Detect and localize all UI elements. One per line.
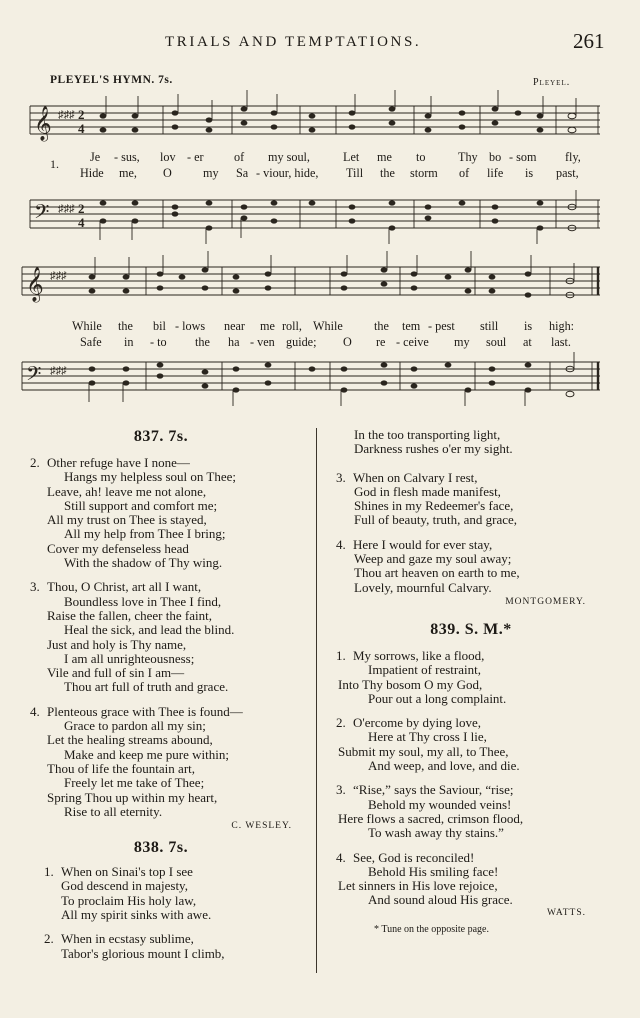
verse-line: Here flows a sacred, crimson flood, [338, 810, 524, 826]
stanza-number: 2. [336, 715, 346, 731]
verse-line: Freely let me take of Thee; [64, 775, 205, 791]
hymn-837-author: C. WESLEY. [231, 821, 292, 832]
syllable: Je [90, 150, 101, 164]
verse-line: With the shadow of Thy wing. [64, 555, 223, 571]
svg-text:4: 4 [78, 215, 85, 230]
syllable: - er [187, 150, 204, 164]
footnote: * Tune on the opposite page. [374, 923, 489, 935]
svg-text:♯♯♯: ♯♯♯ [50, 365, 67, 377]
hymn-838-stanza-3 [336, 471, 606, 528]
verse-line: God descend in majesty, [61, 878, 188, 894]
verse-line: Here I would for ever stay, [353, 536, 493, 552]
notes-system-1-bass [100, 200, 544, 230]
hymn-838-stanza-4 [336, 538, 606, 595]
verse-line: O'ercome by dying love, [353, 715, 481, 731]
stanza-number: 2. [30, 455, 40, 470]
verse-line: Raise the fallen, cheer the faint, [47, 607, 212, 623]
syllable: - viour, hide, [256, 166, 319, 180]
hymn-838-heading: 838. 7s. [133, 839, 189, 857]
syllable: - to [150, 335, 167, 349]
stanza-number: 3. [336, 782, 346, 798]
verse-line: Behold my wounded veins! [368, 796, 512, 812]
syllable: my [203, 166, 219, 180]
syllable: O [343, 335, 352, 349]
notes-system-1-treble [100, 106, 544, 132]
verse-line: Heal the sick, and lead the blind. [64, 622, 235, 638]
left-column [30, 428, 292, 971]
syllable: of [234, 150, 245, 164]
stanza-number: 3. [30, 579, 40, 595]
svg-text:𝄞: 𝄞 [26, 268, 44, 301]
syllable: the [374, 319, 389, 333]
hymn-838-stanza-2-continued [336, 428, 606, 457]
hymn-839-stanza-4 [336, 851, 606, 908]
syllable: - som [509, 150, 537, 164]
verse-line: When on Sinai's top I see [61, 864, 193, 880]
hymn-839-stanza-3 [336, 783, 606, 840]
syllable: still [480, 319, 499, 333]
hymn-837-stanza-4 [30, 705, 292, 819]
hymn-838-stanza-2 [30, 932, 292, 961]
verse-line: Thou of life the fountain art, [47, 760, 196, 776]
syllable: tem [402, 319, 421, 333]
verse-line: And weep, and love, and die. [368, 758, 520, 774]
verse-line: Plenteous grace with Thee is found— [47, 703, 243, 719]
verse-line: Still support and comfort me; [64, 497, 218, 513]
syllable: Hide [80, 166, 104, 180]
verse-line: Pour out a long complaint. [368, 690, 507, 706]
verse-line: Into Thy bosom O my God, [338, 676, 483, 692]
hymn-837-stanza-2 [30, 456, 292, 570]
syllable: life [487, 166, 504, 180]
verse-line: Thou, O Christ, art all I want, [47, 579, 202, 595]
verse-line: Darkness rushes o'er my sight. [354, 441, 513, 457]
syllable: to [416, 150, 426, 164]
syllable: re [376, 335, 386, 349]
stanza-number: 2. [44, 931, 54, 947]
hymn-839-stanza-2 [336, 716, 606, 773]
hymn-839-stanza-1 [336, 649, 606, 706]
verse-line: Boundless love in Thee I find, [64, 593, 222, 609]
syllable: - ceive [396, 335, 429, 349]
syllable: - lows [175, 319, 206, 333]
running-head [0, 29, 640, 56]
hymn-837-heading: 837. 7s. [133, 428, 189, 445]
syllable: bil [153, 319, 166, 333]
verse-number: 1. [50, 157, 59, 171]
syllable: is [525, 166, 534, 180]
verse-line: Full of beauty, truth, and grace, [354, 512, 518, 528]
verse-line: Thou art full of truth and grace. [64, 679, 229, 695]
syllable: my soul, [268, 150, 310, 164]
verse-line: All my trust on Thee is stayed, [47, 512, 207, 528]
verse-line: Leave, ah! leave me not alone, [47, 483, 207, 499]
svg-text:4: 4 [78, 121, 85, 136]
verse-line: Hangs my helpless soul on Thee; [64, 469, 236, 485]
svg-text:𝄢: 𝄢 [26, 364, 42, 390]
tune-lyrics-2-2 [0, 335, 640, 349]
stanza-number: 1. [336, 647, 346, 663]
notes-system-2-bass [89, 362, 532, 392]
svg-text:♯♯♯: ♯♯♯ [58, 203, 75, 215]
syllable: at [523, 335, 532, 349]
verse-line: See, God is reconciled! [353, 849, 475, 865]
verse-line: Weep and gaze my soul away; [354, 551, 512, 567]
verse-line: Lovely, mournful Calvary. [354, 579, 492, 595]
verse-line: When on Calvary I rest, [353, 469, 478, 485]
syllable: of [459, 166, 470, 180]
svg-text:2: 2 [78, 107, 85, 122]
verse-line: To proclaim His holy law, [61, 892, 197, 908]
verse-line: All my spirit sinks with awe. [61, 907, 212, 923]
syllable: lov [160, 150, 176, 164]
hymn-838-author: MONTGOMERY. [505, 596, 586, 607]
verse-line: Grace to pardon all my sin; [64, 718, 206, 734]
stanza-number: 3. [336, 469, 346, 485]
music-system-2-bass [0, 350, 640, 408]
notes-system-2-treble [89, 267, 532, 297]
syllable: the [118, 319, 133, 333]
verse-line: Vile and full of sin I am— [47, 665, 185, 681]
svg-text:2: 2 [78, 201, 85, 216]
column-divider [316, 428, 317, 973]
verse-line: Rise to all eternity. [64, 803, 163, 819]
verse-line: Just and holy is Thy name, [47, 636, 187, 652]
verse-line: I am all unrighteousness; [64, 650, 195, 666]
verse-line: To wash away thy stains.” [368, 825, 504, 841]
verse-line: And sound aloud His grace. [368, 892, 513, 908]
stanza-number: 1. [44, 864, 54, 880]
syllable: me, [119, 166, 137, 180]
syllable: soul [486, 335, 507, 349]
syllable: the [195, 335, 210, 349]
syllable: O [163, 166, 172, 180]
syllable: - ven [250, 335, 275, 349]
stanza-number: 4. [30, 703, 40, 719]
syllable: Till [346, 166, 364, 180]
hymn-838-stanza-1 [30, 865, 292, 922]
verse-line: In the too transporting light, [354, 427, 501, 442]
music-system-1-bass [0, 188, 640, 244]
syllable: Safe [80, 335, 102, 349]
syllable: last. [551, 335, 571, 349]
svg-text:𝄢: 𝄢 [34, 202, 50, 228]
verse-line: Spring Thou up within my heart, [47, 789, 218, 805]
syllable: Sa [236, 166, 249, 180]
syllable: guide; [286, 335, 317, 349]
syllable: me [377, 150, 392, 164]
tune-title: PLEYEL'S HYMN. 7s. [50, 74, 173, 86]
verse-line: Make and keep me pure within; [64, 746, 229, 762]
syllable: Let [343, 150, 360, 164]
verse-line: Impatient of restraint, [368, 662, 481, 678]
tune-lyrics-1-2 [0, 166, 640, 180]
verse-line: When in ecstasy sublime, [61, 931, 194, 947]
syllable: bo [489, 150, 502, 164]
verse-line: God in flesh made manifest, [354, 483, 501, 499]
running-title: TRIALS AND TEMPTATIONS. [165, 34, 422, 50]
verse-line: All my help from Thee I bring; [64, 526, 226, 542]
svg-text:𝄞: 𝄞 [34, 107, 52, 140]
syllable: Thy [458, 150, 478, 164]
hymn-839-heading: 839. S. M.* [430, 620, 512, 638]
verse-line: Submit my soul, my all, to Thee, [338, 743, 509, 759]
music-system-2-treble [0, 255, 640, 315]
syllable: storm [410, 166, 438, 180]
syllable: roll, [282, 319, 302, 333]
syllable: in [124, 335, 134, 349]
syllable: ha [228, 335, 240, 349]
svg-text:♯♯♯: ♯♯♯ [58, 109, 75, 121]
verse-line: My sorrows, like a flood, [353, 647, 485, 663]
verse-line: “Rise,” says the Saviour, “rise; [353, 782, 514, 798]
svg-text:♯♯♯: ♯♯♯ [50, 270, 67, 282]
tune-lyrics-1-1 [0, 150, 640, 164]
verse-line: Shines in my Redeemer's face, [354, 498, 514, 514]
syllable: is [524, 319, 533, 333]
music-system-1-treble [0, 92, 640, 152]
hymn-839-author: WATTS. [547, 907, 586, 918]
tune-lyrics-2-1 [0, 319, 640, 333]
syllable: While [313, 319, 343, 333]
hymn-837-stanza-3 [30, 580, 292, 694]
syllable: me [260, 319, 275, 333]
syllable: the [380, 166, 395, 180]
verse-line: Other refuge have I none— [47, 455, 190, 470]
syllable: fly, [565, 150, 581, 164]
verse-line: Here at Thy cross I lie, [368, 729, 487, 745]
syllable: near [224, 319, 245, 333]
syllable: high: [549, 319, 575, 333]
syllable: - sus, [114, 150, 140, 164]
verse-line: Thou art heaven on earth to me, [354, 565, 520, 581]
tune-composer: Pleyel. [533, 77, 571, 88]
verse-line: Behold His smiling face! [368, 863, 499, 879]
right-column [336, 428, 606, 935]
syllable: my [454, 335, 470, 349]
syllable: While [72, 319, 102, 333]
verse-line: Cover my defenseless head [47, 540, 189, 556]
stanza-number: 4. [336, 536, 346, 552]
page-number: 261 [573, 29, 605, 53]
syllable: past, [556, 166, 579, 180]
verse-line: Tabor's glorious mount I climb, [61, 945, 225, 961]
stanza-number: 4. [336, 849, 346, 865]
verse-line: Let the healing streams abound, [47, 732, 213, 748]
syllable: - pest [428, 319, 455, 333]
verse-line: Let sinners in His love rejoice, [338, 878, 498, 894]
